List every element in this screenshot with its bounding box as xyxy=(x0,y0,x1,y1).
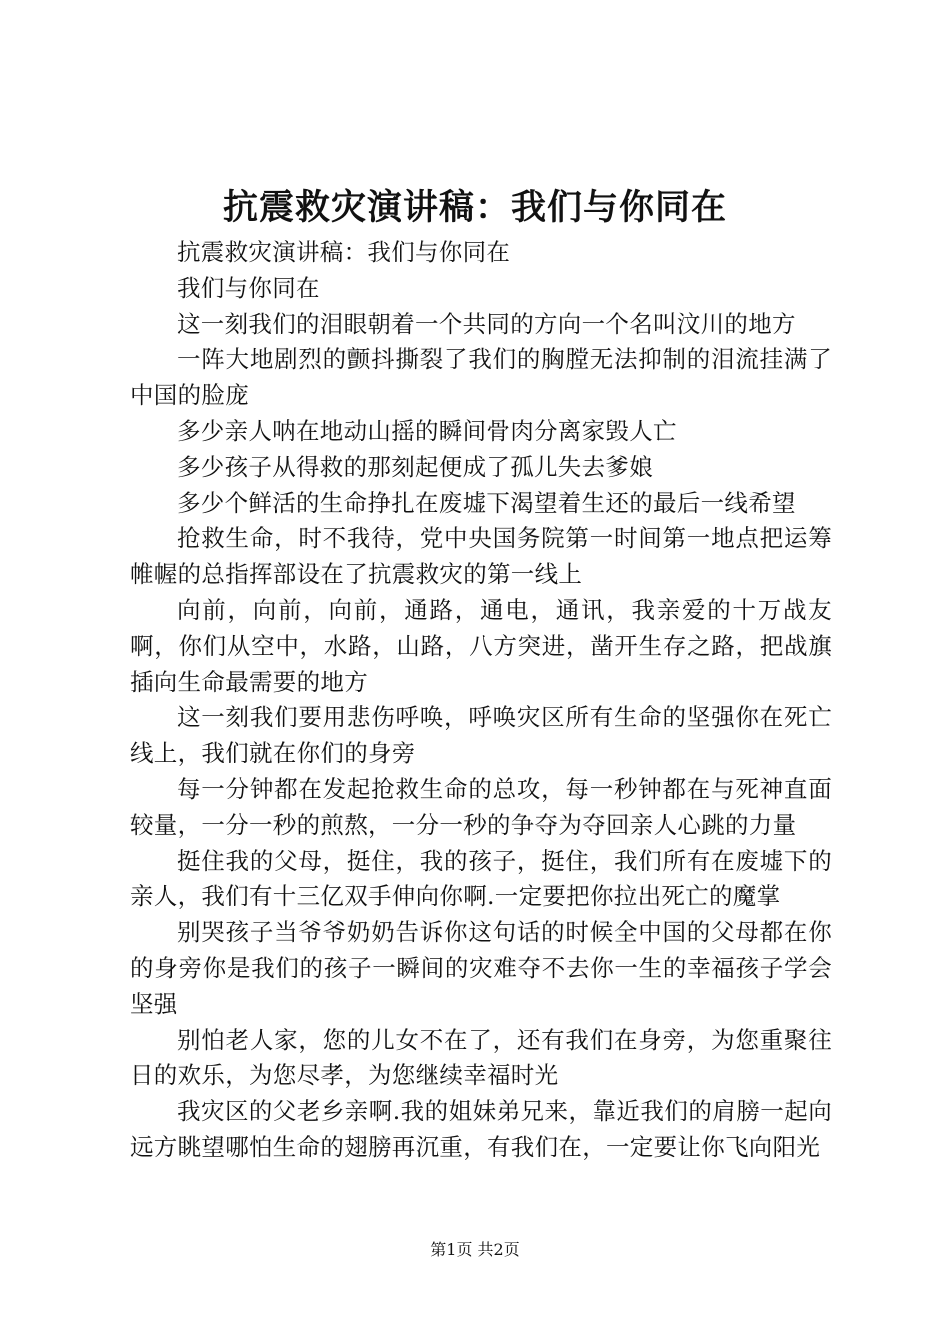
paragraph: 挺住我的父母，挺住，我的孩子，挺住，我们所有在废墟下的亲人，我们有十三亿双手伸向你啊.一定要把你拉出死亡的魔掌 xyxy=(130,846,832,911)
paragraph: 抢救生命，时不我待，党中央国务院第一时间第一地点把运筹帷幄的总指挥部设在了抗震救灾的第一线上 xyxy=(130,524,832,589)
paragraph: 抗震救灾演讲稿：我们与你同在 xyxy=(177,238,511,266)
paragraph: 多少个鲜活的生命挣扎在废墟下渴望着生还的最后一线希望 xyxy=(177,488,796,517)
paragraph: 别哭孩子当爷爷奶奶告诉你这句话的时候全中国的父母都在你的身旁你是我们的孩子一瞬间的灾难夺不去你一生的幸福孩子学会坚强 xyxy=(130,918,832,1018)
paragraph: 多少亲人呐在地动山摇的瞬间骨肉分离家毁人亡 xyxy=(177,416,677,445)
paragraph: 这一刻我们的泪眼朝着一个共同的方向一个名叫汶川的地方 xyxy=(177,309,796,338)
document-body xyxy=(130,235,832,1166)
paragraph: 一阵大地剧烈的颤抖撕裂了我们的胸膛无法抑制的泪流挂满了中国的脸庞 xyxy=(130,345,832,410)
paragraph: 多少孩子从得救的那刻起便成了孤儿失去爹娘 xyxy=(177,452,653,481)
paragraph: 别怕老人家，您的儿女不在了，还有我们在身旁，为您重聚往日的欢乐，为您尽孝，为您继续幸福时光 xyxy=(130,1025,832,1090)
paragraph: 每一分钟都在发起抢救生命的总攻，每一秒钟都在与死神直面较量，一分一秒的煎熬，一分一秒的争夺为夺回亲人心跳的力量 xyxy=(130,774,832,839)
paragraph: 向前，向前，向前，通路，通电，通讯，我亲爱的十万战友啊，你们从空中，水路，山路，八方突进，凿开生存之路，把战旗插向生命最需要的地方 xyxy=(130,595,832,696)
paragraph: 这一刻我们要用悲伤呼唤，呼唤灾区所有生命的坚强你在死亡线上，我们就在你们的身旁 xyxy=(130,703,832,768)
paragraph: 我灾区的父老乡亲啊.我的姐妹弟兄来，靠近我们的肩膀一起向远方眺望哪怕生命的翅膀再沉重，有我们在，一定要让你飞向阳光 xyxy=(130,1097,832,1161)
page-footer: 第1页 共2页 xyxy=(430,1240,520,1259)
paragraph: 我们与你同在 xyxy=(177,273,320,302)
document-title: 抗震救灾演讲稿：我们与你同在 xyxy=(222,187,727,228)
